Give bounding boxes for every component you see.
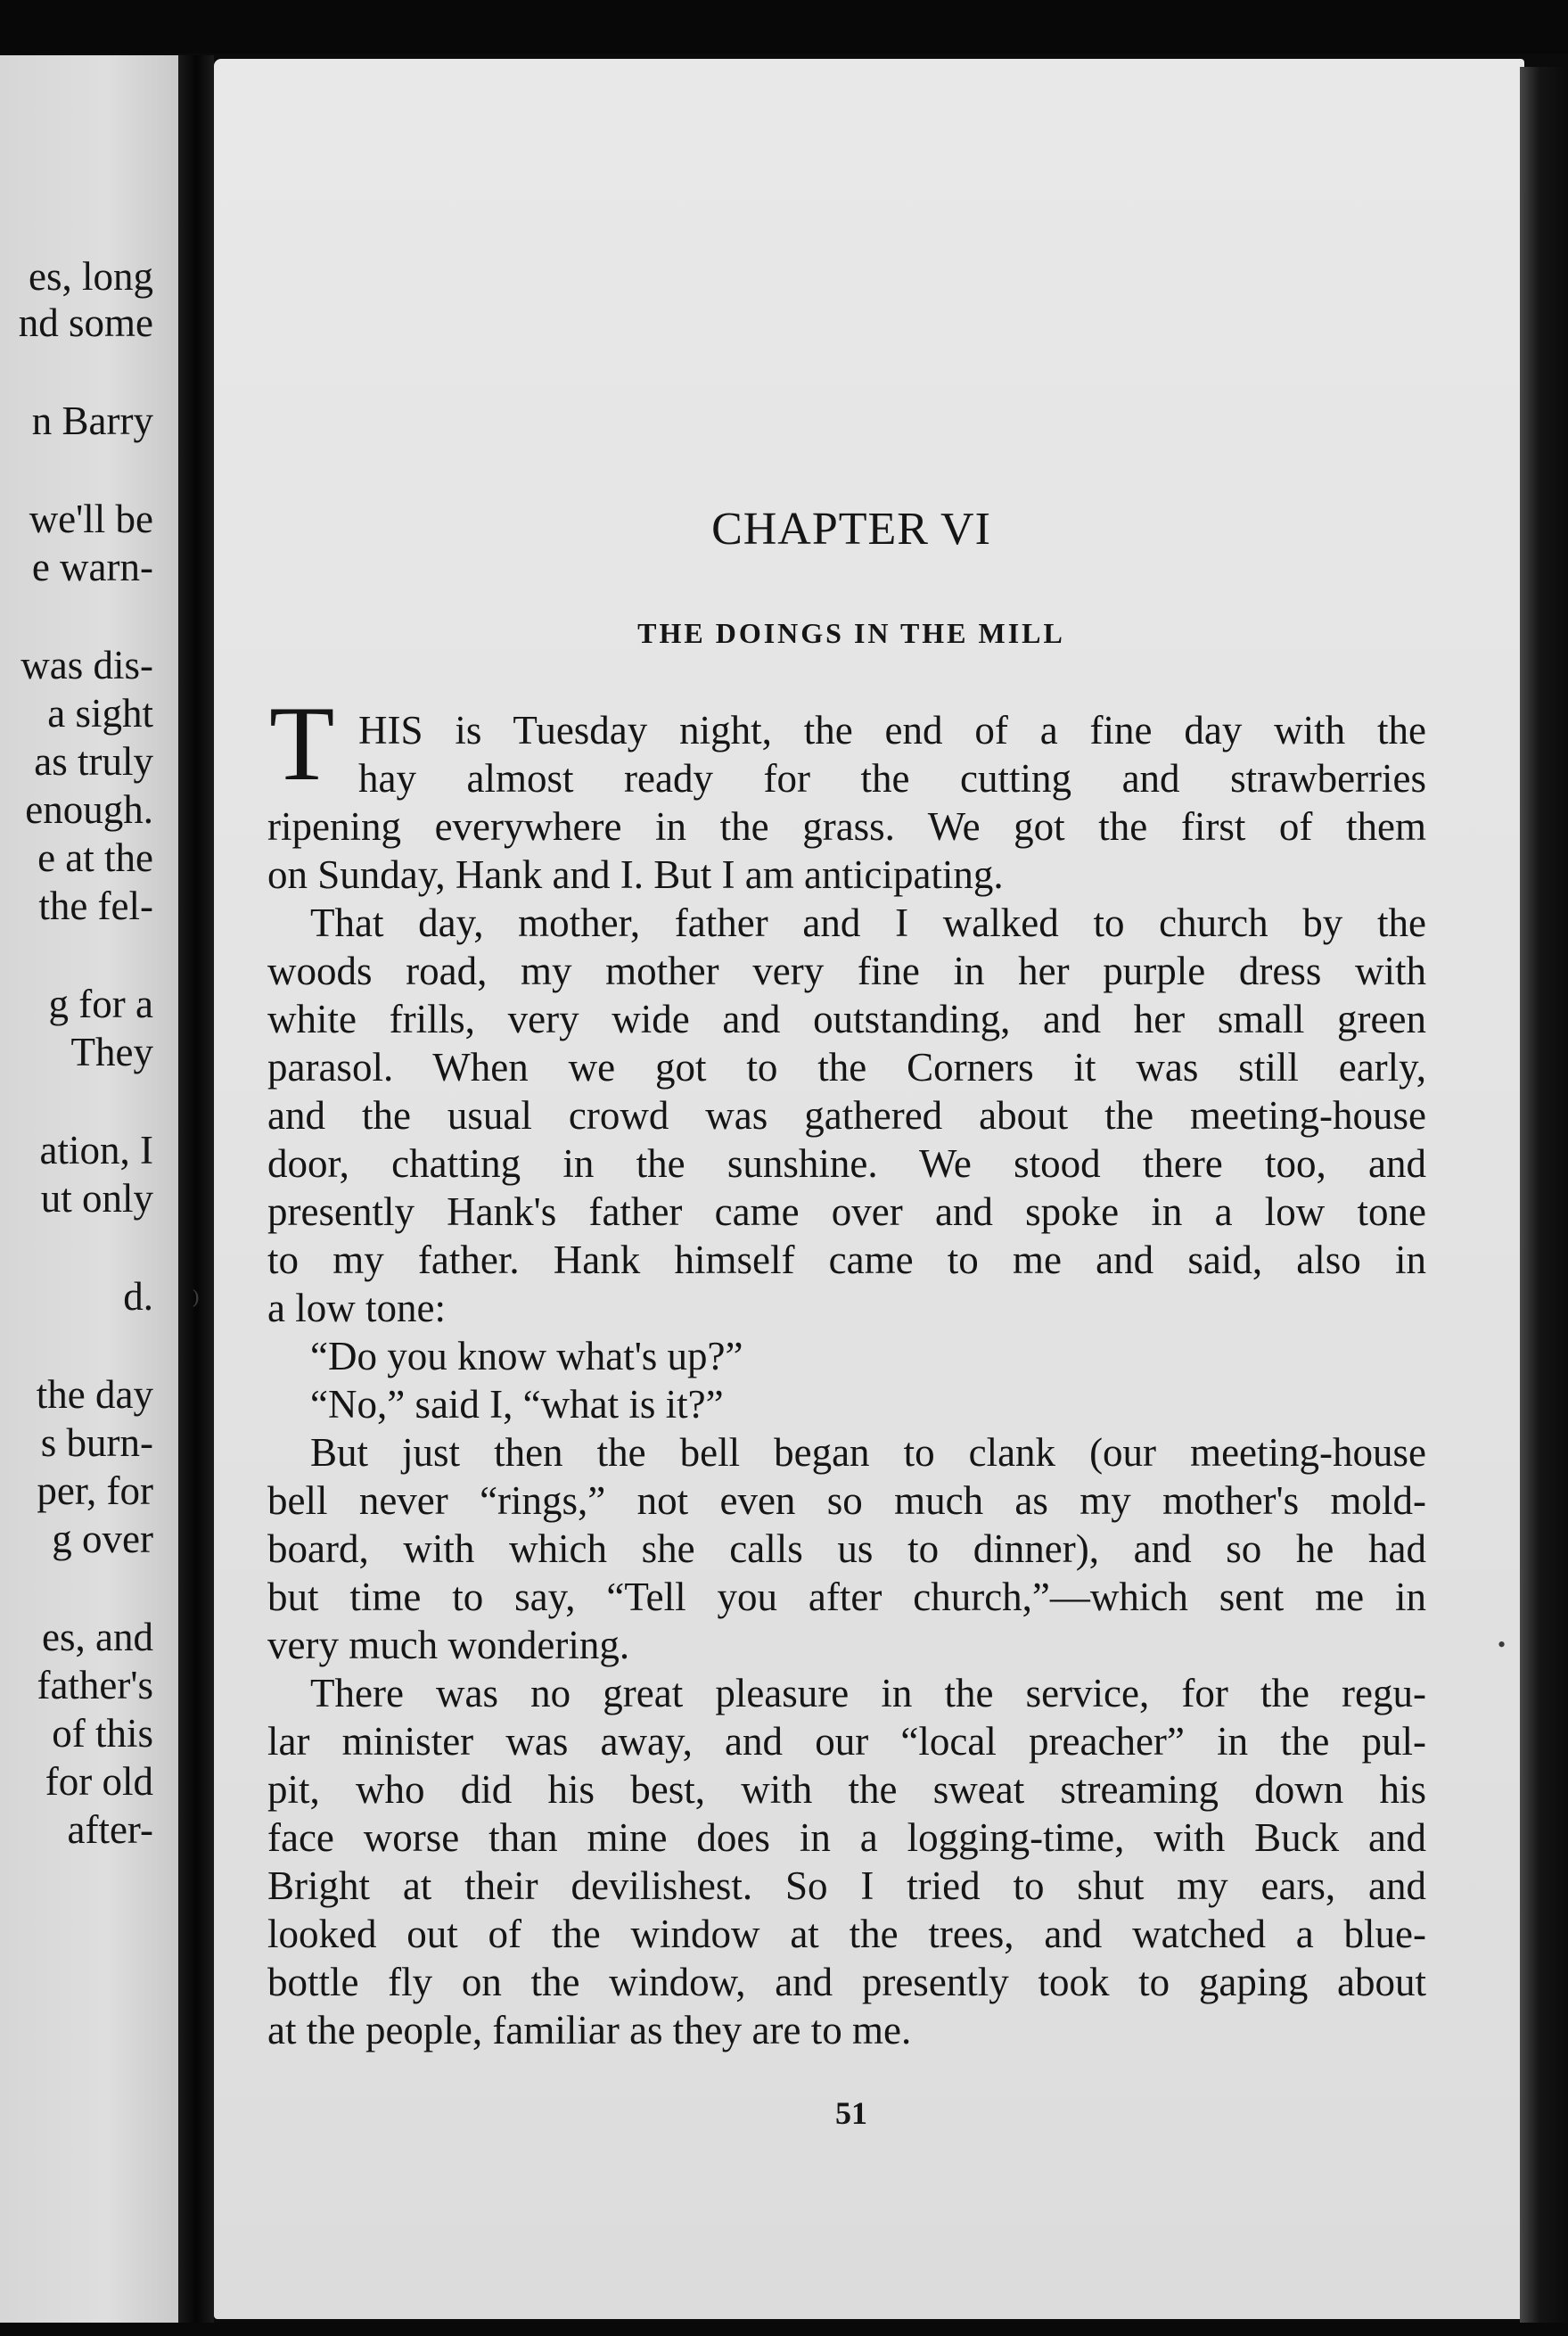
left-page — [0, 55, 178, 2324]
left-page-line: the fel- — [38, 884, 153, 928]
left-page-line: enough. — [25, 787, 153, 832]
body-line: face worse than mine does in a logging-time, with Buck and — [267, 1815, 1426, 1860]
page-number: 51 — [835, 2095, 867, 2131]
body-line: There was no great pleasure in the service, for the regu- — [310, 1671, 1426, 1715]
body-line: “No,” said I, “what is it?” — [310, 1382, 724, 1427]
body-line: parasol. When we got to the Corners it was still early, — [267, 1045, 1426, 1090]
body-line: HIS is Tuesday night, the end of a fine day with the — [358, 708, 1426, 753]
left-page-line: a sight — [47, 691, 153, 736]
body-line: very much wondering. — [267, 1623, 630, 1667]
body-line: lar minister was away, and our “local preacher” in the pul- — [267, 1719, 1426, 1764]
left-page-line: g over — [52, 1517, 153, 1561]
chapter-subtitle: THE DOINGS IN THE MILL — [637, 617, 1065, 649]
body-line: pit, who did his best, with the sweat streaming down his — [267, 1767, 1426, 1812]
left-page-line: es, and — [42, 1615, 153, 1659]
left-page-line: e at the — [37, 835, 153, 880]
body-line: but time to say, “Tell you after church,”—which sent me in — [267, 1575, 1426, 1619]
body-line: board, with which she calls us to dinner), and so he had — [267, 1526, 1426, 1571]
margin-bracket-mark: ⁾ — [192, 1286, 201, 1323]
left-page-line: of this — [52, 1711, 153, 1756]
body-line: “Do you know what's up?” — [310, 1334, 743, 1378]
body-line: at the people, familiar as they are to me. — [267, 2008, 912, 2052]
scan-bottom-border — [0, 2323, 1568, 2336]
body-line: to my father. Hank himself came to me and said, also in — [267, 1238, 1426, 1282]
left-page-line: s burn- — [40, 1420, 153, 1465]
left-page-line: d. — [123, 1274, 153, 1319]
body-line: white frills, very wide and outstanding, and her small green — [267, 997, 1426, 1041]
left-page-line: ut only — [40, 1176, 153, 1221]
body-line: bell never “rings,” not even so much as my mother's mold- — [267, 1478, 1426, 1523]
body-line: presently Hank's father came over and spoke in a low tone — [267, 1189, 1426, 1234]
left-page-line: as truly — [34, 739, 153, 784]
left-page-line: n Barry — [31, 399, 153, 443]
left-page-line: the day — [36, 1372, 153, 1417]
body-line: That day, mother, father and I walked to church by the — [310, 901, 1426, 945]
chapter-heading: CHAPTER VI — [711, 504, 991, 555]
body-line: But just then the bell began to clank (our meeting-house — [310, 1430, 1426, 1475]
left-page-line: nd some — [18, 300, 153, 345]
body-line: looked out of the window at the trees, and watched a blue- — [267, 1912, 1426, 1956]
body-line: a low tone: — [267, 1286, 446, 1330]
body-line: on Sunday, Hank and I. But I am anticipating. — [267, 852, 1004, 897]
left-page-line: we'll be — [29, 497, 153, 541]
drop-cap: T — [269, 684, 335, 802]
left-page-line: after- — [67, 1807, 153, 1852]
left-page-line: per, for — [37, 1468, 153, 1513]
scan-top-border — [0, 0, 1568, 53]
body-line: Bright at their devilishest. So I tried to shut my ears, and — [267, 1863, 1426, 1908]
body-line: woods road, my mother very fine in her purple dress with — [267, 949, 1426, 993]
body-line: ripening everywhere in the grass. We got the first of them — [267, 804, 1426, 849]
body-line: door, chatting in the sunshine. We stood there too, and — [267, 1141, 1426, 1186]
page-edge-shadow — [1520, 67, 1568, 2323]
book-gutter — [178, 55, 214, 2324]
left-page-line: father's — [37, 1663, 153, 1707]
body-line: hay almost ready for the cutting and strawberries — [358, 756, 1426, 801]
left-page-line: They — [70, 1030, 153, 1074]
left-page-line: g for a — [48, 982, 153, 1026]
left-page-line: for old — [45, 1759, 153, 1804]
left-page-line: es, long — [29, 254, 153, 299]
left-page-line: was dis- — [21, 643, 153, 687]
margin-dot-mark: • — [1498, 1632, 1506, 1657]
body-line: bottle fly on the window, and presently took to gaping about — [267, 1960, 1426, 2004]
body-line: and the usual crowd was gathered about the meeting-house — [267, 1093, 1426, 1138]
left-page-line: ation, I — [39, 1128, 153, 1172]
left-page-line: e warn- — [31, 545, 153, 589]
